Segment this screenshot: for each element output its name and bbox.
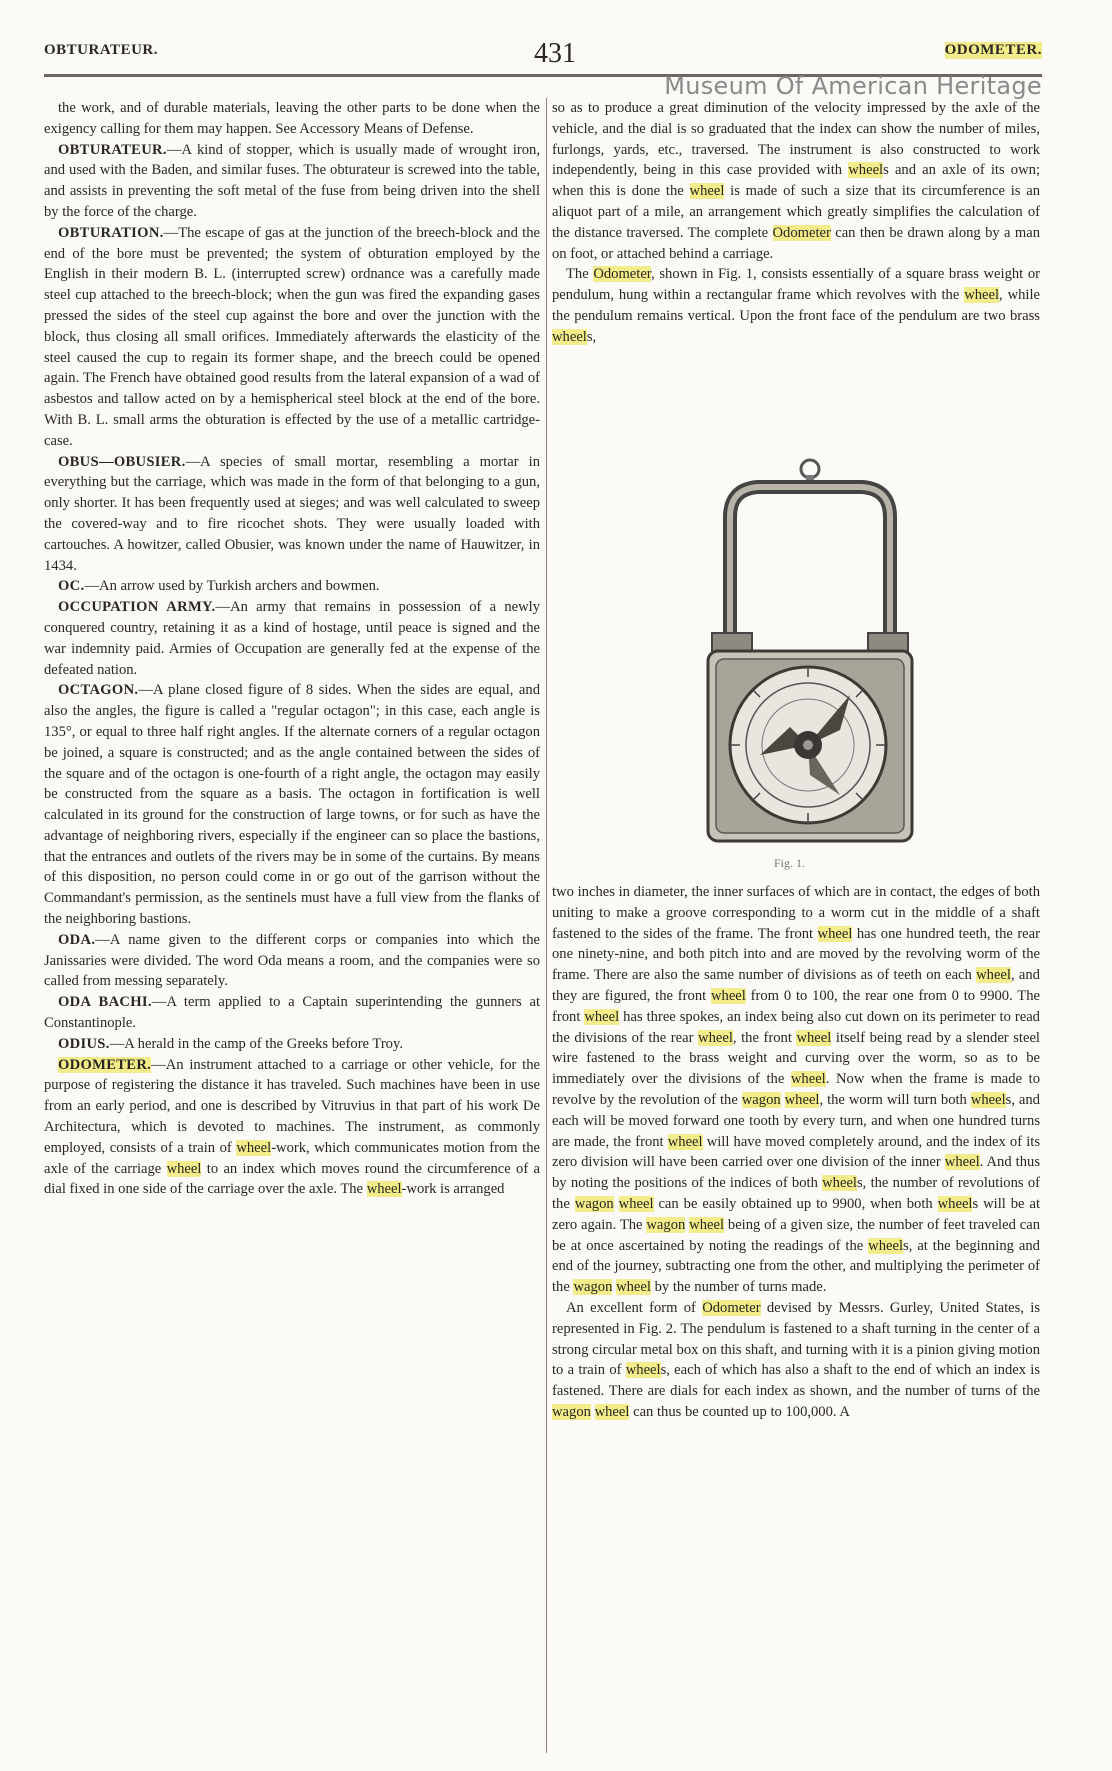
highlighted-word: wagon	[646, 1216, 686, 1233]
paragraph: ODOMETER.—An instrument attached to a carriage or other vehicle, for the purpose of registering the distance it has traveled. Such machines have been in use from an early period, and one is described by Vitruvius in that part of his work De Architectura, which is devoted to machines. The instrument, as commonly employed, consists of a train of wheel-work, which communicates motion from the axle of the carriage wheel to an index which moves round the circumference of a dial fixed in one side of the carriage over the axle. The wheel-work is arranged	[44, 1056, 540, 1198]
highlighted-word: wheel	[625, 1362, 661, 1379]
highlighted-word: wheel	[698, 1029, 733, 1046]
column-divider	[546, 98, 547, 1753]
paragraph: An excellent form of Odometer devised by Messrs. Gurley, United States, is represented in Fig. 2. The pendulum is fastened to a shaft turning in the center of a strong circular metal box on this shaft, and turning with it is a pinion giving motion to a train of wheels, each of which has also a shaft to the end of which an index is fastened. There are dials for each index as shown, and the number of turns of the wagon wheel can thus be counted up to 100,000. A	[552, 1299, 1040, 1420]
paragraph: The Odometer, shown in Fig. 1, consists essentially of a square brass weight or pendulum, hung within a rectangular frame which revolves with the wheel, while the pendulum remains vertical. Upon the front face of the pendulum are two brass wheels,	[552, 266, 1040, 345]
highlighted-word: wheel	[964, 287, 1000, 304]
highlighted-word: wheel	[366, 1181, 402, 1198]
watermark: Museum Of American Heritage	[664, 72, 1042, 100]
entry-term: ODIUS.	[58, 1035, 110, 1052]
odometer-illustration	[708, 460, 912, 841]
highlighted-word: wheel	[594, 1403, 630, 1420]
running-head-left: OBTURATEUR.	[44, 42, 158, 58]
paragraph: OBTURATION.—The escape of gas at the junction of the breech-block and the end of the bore must be prevented; the system of obturation employed by the English in their modern B. L. (interrupted screw) ordnance was a carefully made steel cup attached to the breech-block; when the gun was fired the expanding gases pressed the sides of the steel cup against the bore and over the junction with the block, thus closing all small orifices. Immediately afterwards the elasticity of the steel caused the cup to regain its former shape, and the breech could be opened again. The French have obtained good results from the lateral expansion of a wad of asbestos and tallow acted on by a hemispherical steel block at the end of the bore. With B. L. small arms the obturation is effected by the use of a metallic cartridge-case.	[44, 224, 540, 449]
highlighted-word: wheel	[790, 1071, 826, 1088]
highlighted-word: Odometer	[772, 224, 831, 241]
highlighted-word: wheel	[552, 328, 587, 345]
highlighted-word: wheel	[667, 1133, 703, 1150]
page-number: 431	[534, 38, 576, 69]
right-column-top	[552, 98, 1040, 450]
highlighted-word: wheel	[710, 987, 746, 1004]
highlighted-word: wheel	[970, 1091, 1006, 1108]
highlighted-word: Odometer	[702, 1299, 761, 1316]
highlighted-word: wheel	[822, 1175, 857, 1192]
entry-term: ODOMETER.	[58, 1056, 152, 1073]
paragraph: two inches in diameter, the inner surfaces of which are in contact, the edges of both uniting to make a groove corresponding to a worm cut in the middle of a shaft fastened to the sides of the frame. The front wheel has one hundred teeth, the rear one ninety-nine, and both pitch into and are moved by the revolving worm of the frame. There are also the same number of divisions as of teeth on each wheel, and they are figured, the front wheel from 0 to 100, the rear one from 0 to 9900. The front wheel has three spokes, an index being also cut down on its perimeter to read the divisions of the rear wheel, the front wheel itself being read by a slender steel wire fastened to the brass weight and curving over the worm, so as to be immediately over the divisions of the wheel. Now when the frame is made to revolve by the revolution of the wagon wheel, the worm will turn both wheels, and each will be moved forward one tooth by every turn, and when one hundred turns are made, the front wheel will have moved completely around, and the index of its zero division will have been carried over one division of the inner wheel. And thus by noting the positions of the indices of both wheels, the number of revolutions of the wagon wheel can be easily obtained up to 9900, when both wheels will be at zero again. The wagon wheel being of a given size, the number of feet traveled can be at once ascertained by noting the readings of the wheels, at the beginning and end of the journey, subtracting one from the other, and multiplying the perimeter of the wagon wheel by the number of turns made.	[552, 884, 1040, 1296]
highlighted-word: wheel	[937, 1195, 973, 1212]
odometer-figure	[690, 455, 930, 855]
entry-term: OCCUPATION ARMY.	[58, 599, 216, 616]
left-column	[44, 98, 540, 1753]
highlighted-word: wheel	[236, 1139, 272, 1156]
highlighted-word: wheel	[868, 1237, 904, 1254]
entry-term: OBTURATEUR.	[58, 141, 167, 158]
highlighted-word: wheel	[848, 162, 884, 179]
paragraph: OBTURATEUR.—A kind of stopper, which is usually made of wrought iron, and used with the Baden, and similar fuses. The obturateur is screwed into the table, and assists in preventing the soft metal of the fuse from being driven into the shell by the force of the charge.	[44, 141, 540, 220]
paragraph: ODA.—A name given to the different corps or companies into which the Janissaries were divided. The word Oda means a room, and the companies were so called from messing separately.	[44, 931, 540, 990]
entry-term: OBUS—OBUSIER.	[58, 453, 186, 470]
highlighted-word: wheel	[689, 183, 725, 200]
highlighted-word: wagon	[552, 1403, 591, 1420]
highlighted-word: wheel	[796, 1029, 832, 1046]
highlighted-word: wheel	[584, 1008, 620, 1025]
highlighted-word: wheel	[618, 1195, 654, 1212]
highlighted-word: wheel	[166, 1160, 202, 1177]
paragraph: OCCUPATION ARMY.—An army that remains in possession of a newly conquered country, retaining it as a kind of hostage, until peace is signed and the war indemnity paid. Armies of Occupation are generally fed at the expense of the defeated nation.	[44, 599, 540, 678]
entry-term: ODA BACHI.	[58, 994, 152, 1011]
paragraph: OC.—An arrow used by Turkish archers and bowmen.	[58, 578, 380, 595]
highlighted-word: wheel	[616, 1279, 651, 1296]
highlighted-word: wheel	[784, 1091, 820, 1108]
highlighted-word: wheel	[976, 967, 1011, 984]
entry-term: ODA.	[58, 931, 96, 948]
highlighted-word: Odometer	[593, 266, 652, 283]
paragraph: OCTAGON.—A plane closed figure of 8 sides. When the sides are equal, and also the angles, the figure is called a "regular octagon"; in this case, each angle is 135°, or equal to three half right angles. If the alternate corners of a regular octagon be joined, a square is constructed; and as the angle contained between the sides of the square and of the octagon is one-fourth of a right angle, the octagon may easily be constructed from the square as a basis. The octagon in fortification is well calculated in its ground for the construction of large towns, or for such as have the advantage of neighboring rivers, especially if the engineer can so place the bastions, that the entrances and outlets of the rivers may be in some of the curtains. By means of this disposition, no person could come in or go out of the garrison without the Commandant's permission, as the sentinels must have a full view from the flanks of the neighboring bastions.	[44, 682, 540, 928]
highlighted-word: wheel	[944, 1154, 980, 1171]
entry-term: OBTURATION.	[58, 224, 164, 241]
paragraph: so as to produce a great diminution of the velocity impressed by the axle of the vehicle, and the dial is so graduated that the index can show the number of miles, furlongs, yards, etc., traversed. The instrument is also constructed to work independently, being in this case provided with wheels and an axle of its own; when this is done the wheel is made of such a size that its circumference is an aliquot part of a mile, an arrangement which greatly simplifies the calculation of the distance traversed. The complete Odometer can then be drawn along by a man on foot, or attached behind a carriage.	[552, 100, 1040, 262]
paragraph: OBUS—OBUSIER.—A species of small mortar, resembling a mortar in everything but the carriage, which was made in the form of that belonging to a gun, only shorter. It has been frequently used at sieges; and was well calculated to sweep the covered-way and to fire ricochet shots. They were usually loaded with cartouches. A howitzer, called Obusier, was known under the name of Hauwitzer, in 1434.	[44, 453, 540, 574]
running-head-right: ODOMETER.	[944, 42, 1042, 58]
paragraph: the work, and of durable materials, leaving the other parts to be done when the exigency calling for them may happen. See Accessory Means of Defense.	[44, 100, 540, 137]
paragraph: ODA BACHI.—A term applied to a Captain superintending the gunners at Constantinople.	[44, 994, 540, 1032]
highlighted-word: wheel	[689, 1216, 725, 1233]
paragraph: ODIUS.—A herald in the camp of the Greeks before Troy.	[58, 1035, 403, 1052]
entry-term: OCTAGON.	[58, 682, 139, 699]
highlighted-word: wagon	[741, 1091, 781, 1108]
figure-caption: Fig. 1.	[774, 856, 806, 870]
highlighted-word: wheel	[817, 925, 853, 942]
right-column-bottom	[552, 882, 1040, 1753]
highlighted-word: wagon	[573, 1279, 613, 1296]
highlighted-word: wagon	[574, 1195, 614, 1212]
entry-term: OC.	[58, 578, 85, 595]
